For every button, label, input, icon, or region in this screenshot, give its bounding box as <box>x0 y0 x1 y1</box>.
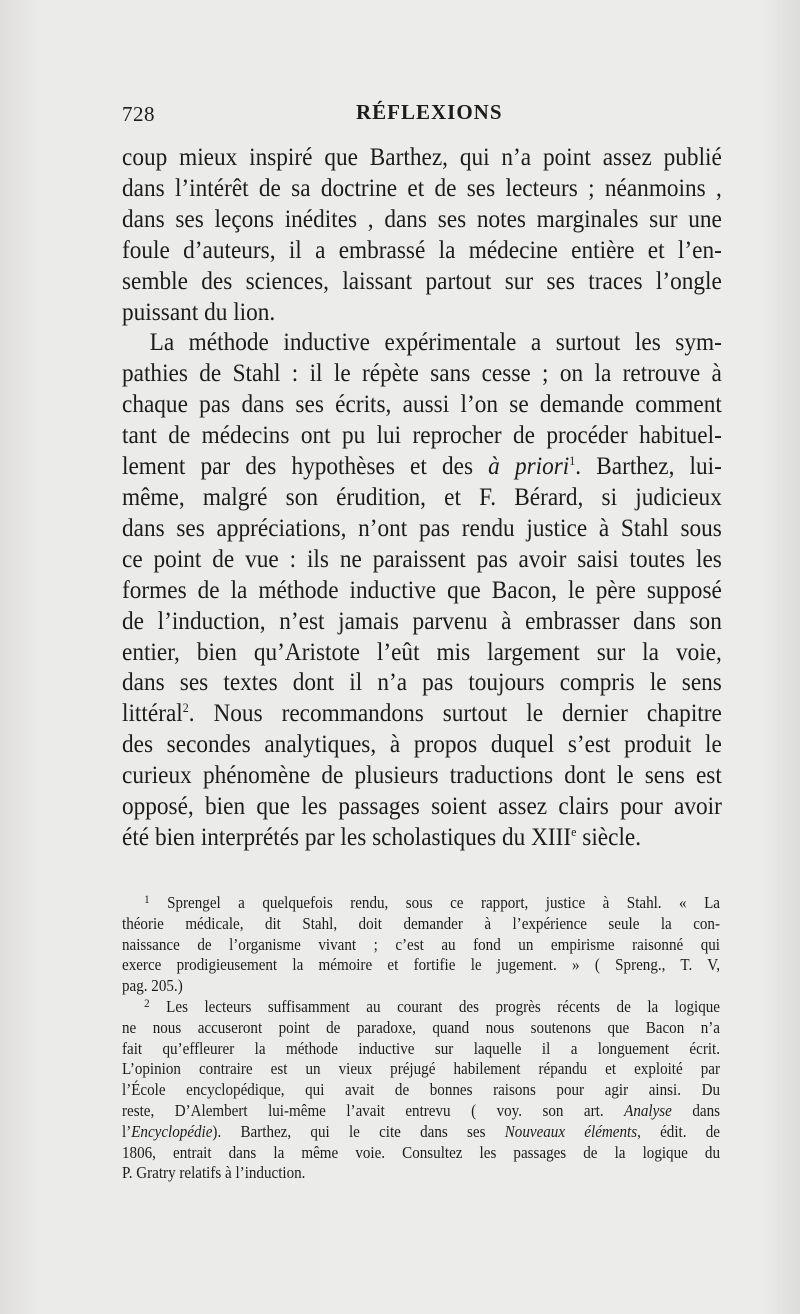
text-segment: dans <box>692 1100 720 1120</box>
text-line: opposé, bien que les passages soient assez clairs pour avoir <box>122 792 722 821</box>
text-line: dans l’intérêt de sa doctrine et de ses lecteurs ; néanmoins , <box>122 173 722 202</box>
paragraph-1 <box>122 142 722 327</box>
text-line: dans ses leçons inédites , dans ses notes marginales sur une <box>122 204 722 233</box>
text-segment: été bien interprétés par les scholastiques du XIII <box>122 822 572 851</box>
text-line: foule d’auteurs, il a embrassé la médecine entière et l’en- <box>122 235 722 264</box>
text-segment: lement par des hypothèses et des <box>122 452 474 481</box>
text-segment: Les lecteurs suffisamment au courant des progrès récents de la logique <box>166 996 720 1016</box>
text-line-with-footnote <box>122 451 722 482</box>
text-line: même, malgré son érudition, et F. Bérard, si judicieux <box>122 482 722 511</box>
body-text <box>122 142 722 853</box>
text-segment: ). Barthez, qui le cite dans ses <box>212 1121 486 1141</box>
footnote-1 <box>122 893 720 997</box>
text-line: chaque pas dans ses écrits, aussi l’on se demande comment <box>122 390 722 419</box>
footnote-line: 1806, entrait dans la même voie. Consultez les passages de la logique du <box>122 1142 720 1162</box>
text-segment: littéral <box>122 699 183 728</box>
text-line: entier, bien qu’Aristote l’eût mis largement sur la voie, <box>122 637 722 666</box>
footnote-marker-1: 1 <box>569 453 576 469</box>
footnote-marker-2: 2 <box>182 700 189 716</box>
footnote-line: ne nous accuseront point de paradoxe, quand nous soutenons que Bacon n’a <box>122 1017 720 1037</box>
text-line: ce point de vue : ils ne paraissent pas avoir saisi toutes les <box>122 544 722 573</box>
page-header <box>122 98 722 132</box>
footnote-line <box>122 893 720 914</box>
text-line: curieux phénomène de plusieurs traductions dont le sens est <box>122 761 722 790</box>
running-title: RÉFLEXIONS <box>356 100 503 124</box>
text-segment: l’ <box>122 1121 132 1141</box>
text-line: coup mieux inspiré que Barthez, qui n’a point assez publié <box>122 143 722 171</box>
footnote-line <box>122 1101 720 1122</box>
footnote-line: pag. 205.) <box>122 976 183 996</box>
footnote-2 <box>122 997 720 1184</box>
italic-analyse: Analyse <box>624 1100 672 1120</box>
text-line: La méthode inductive expérimentale a surtout les sym- <box>149 328 722 357</box>
italic-a-priori: à priori <box>488 452 570 481</box>
footnote-line: exerce prodigieusement la mémoire et fortifie le jugement. » ( Spreng., T. V, <box>122 955 720 975</box>
footnote-line: théorie médicale, dit Stahl, doit demander à l’expérience seule la con- <box>122 913 720 933</box>
page-number: 728 <box>122 102 155 126</box>
paragraph-2 <box>122 327 722 852</box>
text-segment: . Nous recommandons surtout le dernier chapitre <box>188 699 722 728</box>
footnote-line <box>122 997 720 1018</box>
footnote-line: L’opinion contraire est un vieux préjugé habilement répandu et exploité par <box>122 1059 720 1079</box>
text-line: tant de médecins ont pu lui reprocher de procéder habituel- <box>122 421 722 450</box>
text-segment: reste, D’Alembert lui-même l’avait entrevu ( voy. son art. <box>122 1100 604 1120</box>
text-line: semble des sciences, laissant partout sur ses traces l’ongle <box>122 266 722 295</box>
text-line-with-footnote <box>122 698 722 729</box>
text-line: dans ses textes dont il n’a pas toujours compris le sens <box>122 668 722 697</box>
footnotes <box>122 893 720 1184</box>
text-segment: . Barthez, lui- <box>575 452 722 481</box>
text-line: pathies de Stahl : il le répète sans cesse ; on la retrouve à <box>122 359 722 388</box>
text-segment: , édit. de <box>637 1121 720 1141</box>
text-line-century <box>122 822 722 853</box>
text-line: dans ses appréciations, n’ont pas rendu justice à Stahl sous <box>122 513 722 542</box>
text-line: formes de la méthode inductive que Bacon, le père supposé <box>122 575 722 604</box>
text-segment: siècle. <box>582 822 642 851</box>
footnote-number-1: 1 <box>144 892 150 906</box>
footnote-number-2: 2 <box>144 995 150 1010</box>
text-line: des secondes analytiques, à propos duquel s’est produit le <box>122 730 722 759</box>
text-line: puissant du lion. <box>122 297 276 326</box>
footnote-line: fait qu’effleurer la méthode inductive sur laquelle il a longuement écrit. <box>122 1038 720 1058</box>
footnote-line: P. Gratry relatifs à l’induction. <box>122 1163 306 1183</box>
footnote-line <box>122 1122 720 1143</box>
text-segment: Sprengel a quelquefois rendu, sous ce rapport, justice à Stahl. « La <box>167 893 721 912</box>
italic-nouveaux-elements: Nouveaux éléments <box>504 1121 638 1141</box>
superscript-e: e <box>571 823 577 839</box>
footnote-line: naissance de l’organisme vivant ; c’est au fond un empirisme raisonné qui <box>122 934 720 954</box>
text-line: de l’induction, n’est jamais parvenu à embrasser dans son <box>122 606 722 635</box>
italic-encyclopedie: Encyclopédie <box>131 1121 213 1141</box>
footnote-line: l’École encyclopédique, qui avait de bonnes raisons pour agir ainsi. Du <box>122 1080 720 1100</box>
